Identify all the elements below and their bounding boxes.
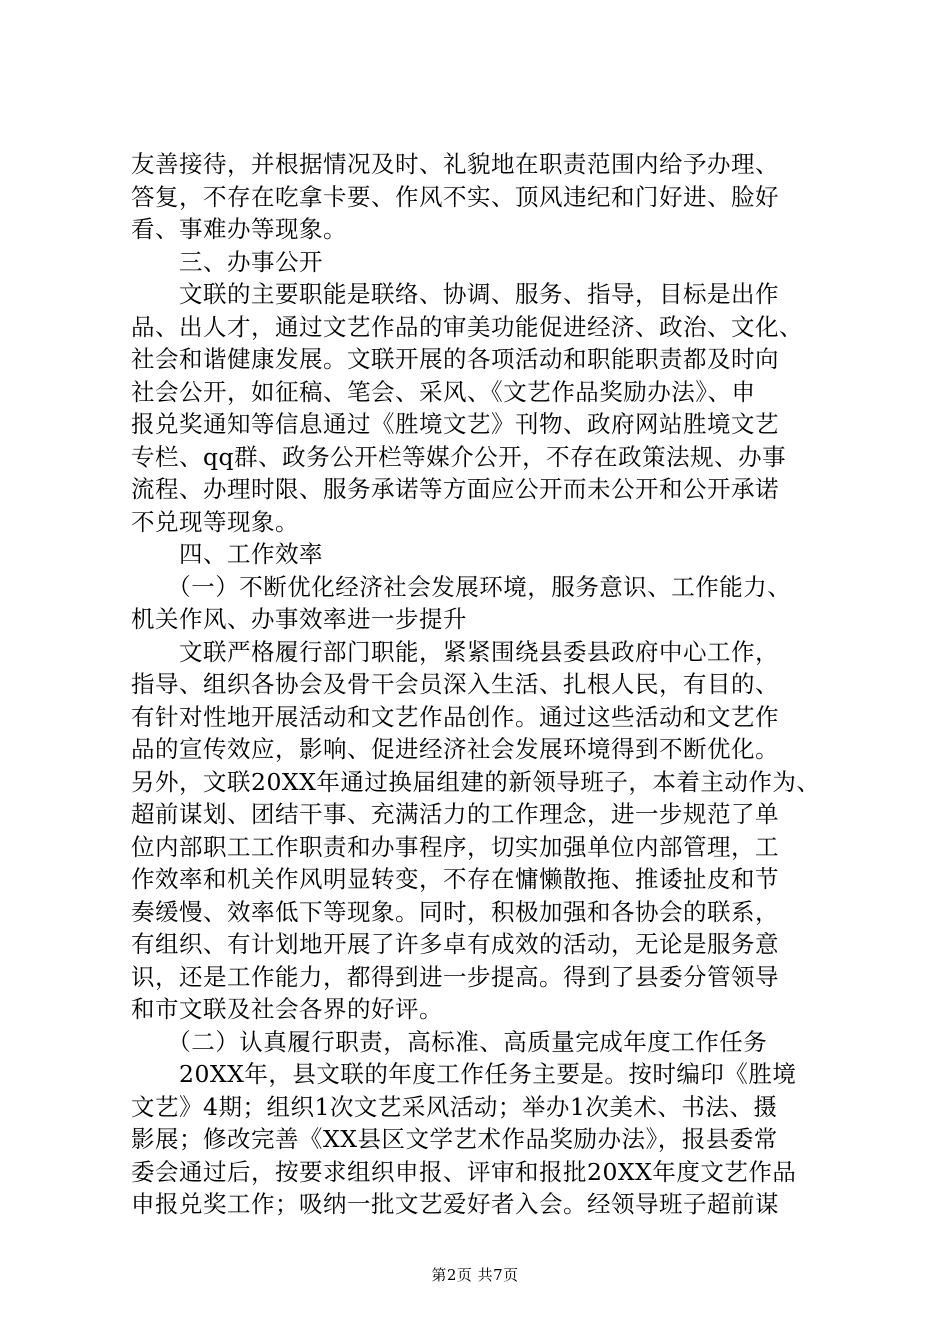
- text-line: 文联严格履行部门职能，紧紧围绕县委县政府中心工作，: [131, 637, 779, 666]
- text-line: 另外，文联20XX年通过换届组建的新领导班子，本着主动作为、: [131, 767, 821, 796]
- text-line: 四、工作效率: [131, 540, 323, 568]
- text-line: 三、办事公开: [131, 247, 323, 276]
- text-line: 申报兑奖工作；吸纳一批文艺爱好者入会。经领导班子超前谋: [131, 1190, 779, 1218]
- text-line: 奏缓慢、效率低下等现象。同时，积极加强和各协会的联系，: [131, 897, 779, 926]
- text-line: 报兑奖通知等信息通过《胜境文艺》刊物、政府网站胜境文艺: [131, 410, 779, 438]
- text-line: （二）认真履行职责，高标准、高质量完成年度工作任务: [131, 1027, 768, 1056]
- text-line: 机关作风、办事效率进一步提升: [131, 605, 467, 633]
- document-body: [131, 148, 831, 1221]
- text-line: 作效率和机关作风明显转变，不存在慵懒散拖、推诿扯皮和节: [131, 865, 779, 893]
- text-line: 文艺》4期；组织1次文艺采风活动；举办1次美术、书法、摄: [131, 1092, 778, 1121]
- text-line: 不兑现等现象。: [131, 507, 299, 536]
- text-line: （一）不断优化经济社会发展环境，服务意识、工作能力、: [131, 572, 792, 601]
- text-line: 影展；修改完善《XX县区文学艺术作品奖励办法》，报县委常: [131, 1125, 778, 1153]
- text-line: 社会和谐健康发展。文联开展的各项活动和职能职责都及时向: [131, 345, 779, 373]
- text-line: 品的宣传效应，影响、促进经济社会发展环境得到不断优化。: [131, 735, 779, 763]
- text-line: 社会公开，如征稿、笔会、采风、《文艺作品奖励办法》、申: [131, 377, 756, 406]
- text-line: 有组织、有计划地开展了许多卓有成效的活动，无论是服务意: [131, 930, 779, 958]
- text-line: 委会通过后，按要求组织申报、评审和报批20XX年度文艺作品: [131, 1157, 797, 1186]
- text-line: 品、出人才，通过文艺作品的审美功能促进经济、政治、文化、: [131, 312, 803, 341]
- text-line: 和市文联及社会各界的好评。: [131, 995, 443, 1023]
- text-line: 文联的主要职能是联络、协调、服务、指导，目标是出作: [131, 280, 779, 308]
- text-line: 位内部职工工作职责和办事程序，切实加强单位内部管理，工: [131, 832, 779, 861]
- text-line: 超前谋划、团结干事、充满活力的工作理念，进一步规范了单: [131, 800, 779, 828]
- text-line: 指导、组织各协会及骨干会员深入生活、扎根人民，有目的、: [131, 670, 779, 698]
- page-footer: 第2页 共7页: [431, 1266, 519, 1284]
- text-line: 有针对性地开展活动和文艺作品创作。通过这些活动和文艺作: [131, 702, 779, 731]
- text-line: 20XX年，县文联的年度工作任务主要是。按时编印《胜境: [131, 1060, 797, 1088]
- text-line: 答复，不存在吃拿卡要、作风不实、顶风违纪和门好进、脸好: [131, 182, 779, 211]
- text-line: 友善接待，并根据情况及时、礼貌地在职责范围内给予办理、: [131, 150, 779, 178]
- text-line: 看、事难办等现象。: [131, 215, 347, 243]
- text-line: 流程、办理时限、服务承诺等方面应公开而未公开和公开承诺: [131, 475, 779, 503]
- text-line: 专栏、qq群、政务公开栏等媒介公开，不存在政策法规、办事: [131, 442, 787, 471]
- text-line: 识，还是工作能力，都得到进一步提高。得到了县委分管领导: [131, 962, 779, 991]
